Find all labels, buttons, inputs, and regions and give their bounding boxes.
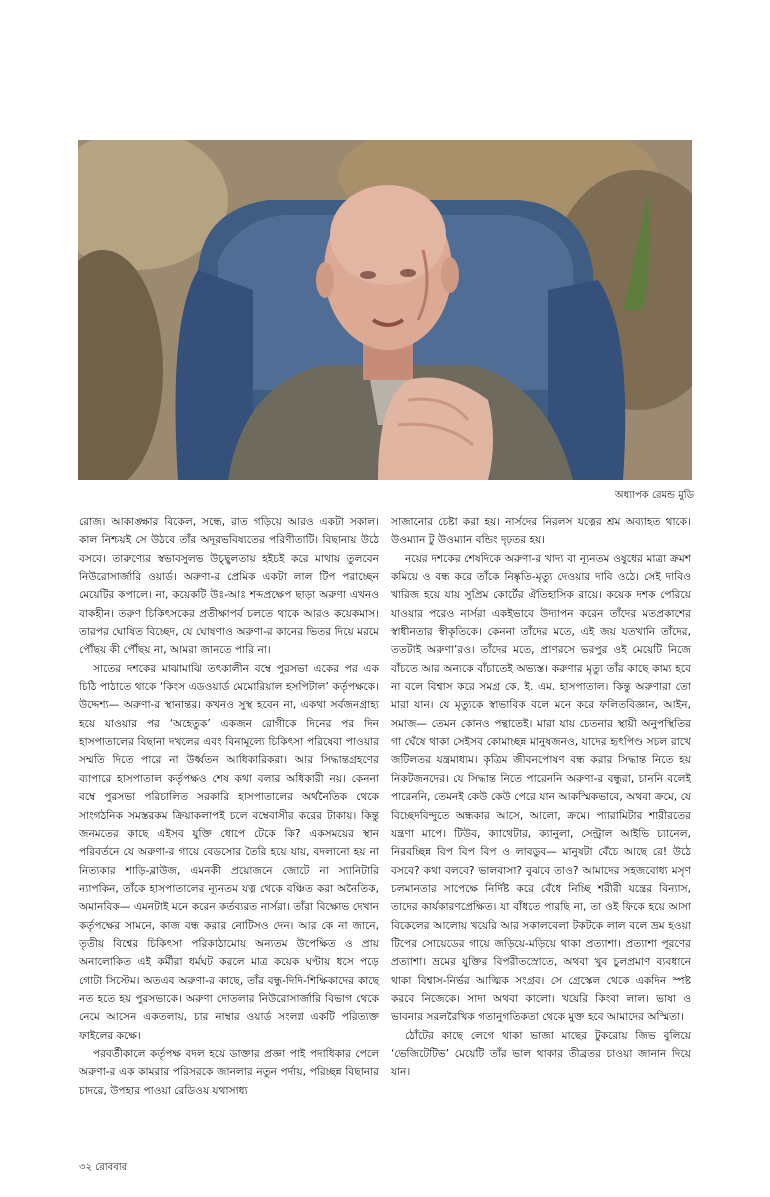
right-text-column bbox=[391, 513, 691, 1082]
portrait-photo bbox=[78, 140, 692, 480]
portrait-illustration bbox=[78, 140, 692, 480]
page-footer: ৩২ রোববার bbox=[79, 1162, 128, 1173]
paragraph: সাজানোর চেষ্টা করা হয়। নার্সদের নিরলস যত্নের শ্রম অব্যাহত থাকে। উওম্যান টু উওম্যান বন্ডিং দৃঢ়তর হয়। bbox=[391, 516, 691, 547]
paragraph: পরবর্তীকালে কর্তৃপক্ষ বদল হয়ে ডাক্তার প্রজ্ঞা পাই পদাধিকার পেলে অরুণা-র এক কামরার পরিসরকে জানলার নতুন পর্দায়, পরিচ্ছন্ন বিছানার চাদরে, উপহার পাওয়া রেডিওয় যথাসাধ্য bbox=[79, 1047, 379, 1097]
paragraph: নয়ের দশকের শেষদিকে অরুণা-র খাদ্য বা ন্যূনতম ওষুধের মাত্রা ক্রমশ কমিয়ে ও বন্ধ করে তাঁকে নিষ্কৃতি-মৃত্যু দেওয়ার দাবি ওঠে। সেই দাবিও খারিজ হয়ে যায় সুপ্রিম কোর্টের ঐতিহাসিক রায়ে। কয়েক দশক পেরিয়ে যাওয়ার পরেও নার্সরা একইভাবে উদ্যাপন করেন তাঁদের মতপ্রকাশের স্বাধীনতার স্বীকৃতিকে। কেননা তাঁদের মতে, এই জয় যতখানি তাঁদের, ততটাই অরুণা’রও। তাঁদের মতে, প্রাণরসে ভরপুর ওই মেয়েটি নিজে বাঁচতে আর অন্যকে বাঁচাতেই অভ্যস্ত। করুণার মৃত্যু তাঁর কাছে কাম্য হবে না বলে বিশ্বাস করে সমগ্র কে. ই. এম. হাসপাতাল। কিন্তু অরুণারা তো মারা যান। যে মৃত্যুকে স্বাভাবিক বলে মনে করে ফলিতবিজ্ঞান, আইন, সমাজ— তেমন কোনও পন্থাতেই। মারা যায় চেতনার স্থায়ী অনুপস্থিতির গা ঘেঁষে থাকা সেইসব কোমাচ্ছন্ন মানুষজনও, যাদের হৃৎপিণ্ড সচল রাখে জটিলতর যন্ত্রমাধ্যম। কৃত্রিম জীবনপোষণ বন্ধ করার সিদ্ধান্ত নিতে হয় নিকটজনদের। যে সিদ্ধান্ত নিতে পারেননি অরুণা-র বন্ধুরা, চাননি বলেই পারেননি, তেমনই কেউ কেউ পেরে যান আকস্মিকভাবে, অথবা ক্রমে, যে বিচ্ছেদবিন্দুতে অন্ধকার আসে, আলো, ক্রমে। প্যারামিটার শারীরতের যন্ত্রণা মাপে। টিউব, ক্যাথেটার, ক্যানুলা, সেন্ট্রাল আইভি চ্যানেল, নিরবচ্ছিন্ন বিপ বিপ বিপ ও লাবডুব— মানুষটা বেঁচে আছে রে! উঠে বসবে? কথা বলবে? ভালবাসা? বুঝবে তাও? আমাদের সহজবোধ্য মসৃণ চলমানতার সাপেক্ষে নির্দিষ্ট করে বেঁধে নিচ্ছি শরীরী যন্ত্রের বিন্যাস, তাদের কার্যকারণপ্রেক্ষিত। যা বাঁধতে পারছি না, তা ওই ফিকে হয়ে আসা বিকেলের আলোয় খয়েরি আর সকালবেলা টকটকে লাল বলে ভ্রম হওয়া টিপের সোয়েডের গায়ে জড়িয়ে-মড়িয়ে থাকা প্রত্যাশা। প্রত্যাশা পূরণের প্রত্যাশা। ভ্রমের যুক্তির বিপরীতস্রোতে, অথবা খুব চুলপ্রমাণ ব্যবধানে থাকা বিশ্বাস-নির্ভর আত্মিক সংগ্রব। সে গ্রেস্কেল থেকে একদিন স্পষ্ট করবে নিজেকে। সাদা অথবা কালো। খয়েরি কিংবা লাল। ভাষা ও ভাবনার সরলরৈখিক গতানুগতিকতা থেকে মুক্ত হবে আমাদের অস্মিতা। bbox=[391, 552, 691, 1024]
photo-caption: অধ্যাপক রেমন্ড মুডি bbox=[614, 490, 694, 501]
paragraph: সাতের দশকের মাঝামাঝি তৎকালীন বম্বে পুরসভা একের পর এক চিঠি পাঠাতে থাকে ‘কিংস এডওয়ার্ড মেমোরিয়াল হসপিটাল’ কর্তৃপক্ষকে। উদ্দেশ্য— অরুণা-র স্থানান্তর। কখনও সুস্থ হবেন না, একথা সর্বজনগ্রাহ্য হয়ে যাওয়ার পর ‘অহেতুক’ একজন রোগীকে দিনের পর দিন হাসপাতালের বিছানা দখলের এবং বিনামূল্যে চিকিৎসা পরিষেবা পাওয়ার সম্মতি দিতে পারে না উর্ধ্বতন আধিকারিকরা। আর সিদ্ধান্তগ্রহণের ব্যাপারে হাসপাতাল কর্তৃপক্ষও শেষ কথা বলার অধিকারী নয়। কেননা বম্বে পুরসভা পরিচালিত সরকারি হাসপাতালের অর্থনৈতিক থেকে সাংগঠনিক সমস্তরকম ক্রিয়াকলাপই চলে বম্বেবাসীর করের টাকায়। কিন্তু জনমতের কাছে এইসব যুক্তি ধোপে টেকে কি? একসময়ের স্থান পরিবর্তনে যে অরুণা-র গায়ে বেডসোর তৈরি হয়ে যায়, বদলানো হয় না নিত্যকার শাড়ি-ব্লাউজ, এমনকী প্রয়োজনে জোটে না স্যানিটারি ন্যাপকিন, তাঁকে হাসপাতালের ন্যূনতম যত্ন থেকে বঞ্চিত করা অনৈতিক, অমানবিক— এমনটাই মনে করেন কর্তব্যরত নার্সরা। তাঁরা বিক্ষোভ দেখান কর্তৃপক্ষের সামনে, কাজ বন্ধ করার নোটিসও দেন। আর কে না জানে, তৃতীয় বিশ্বের চিকিৎসা পরিকাঠামোয় অন্যতম উপেক্ষিত ও প্রায় অনালোকিত এই কর্মীরা ধর্মঘট করলে মাত্র কয়েক ঘণ্টায় ধসে পড়ে গোটা সিস্টেম। অতএব অরুণা-র কাছে, তাঁর বন্ধু-দিদি-শিক্ষিকাদের কাছে নত হতে হয় পুরসভাকে। অরুণা দোতলার নিউরোসার্জারি বিভাগ থেকে নেমে আসেন একতলায়, চার নাম্বার ওয়ার্ড সংলগ্ন একটি পরিত্যক্ত ফাইলের কক্ষে। bbox=[79, 662, 379, 1042]
left-text-column bbox=[79, 513, 379, 1100]
paragraph: রোজ। আকাঙ্ক্ষার বিকেল, সন্ধে, রাত গড়িয়ে আরও একটা সকাল। কাল নিশ্চয়ই সে উঠবে তাঁর অদূরভবিষ্যতের পরিণীতাটি। বিছানায় উঠে বসবে। তারুণ্যের স্বভাবসুলভ উচ্ছ্বলতায় হইচই করে মাথায় তুলবেন নিউরোসার্জারি ওয়ার্ড। অরুণা-র প্রেমিক একটা লাল টিপ পরাচ্ছেন মেয়েটির কপালে। না, কয়েকটি উঃ-আঃ শব্দপ্রক্ষেপ ছাড়া অরুণা এখনও বাকহীন। তরুণ চিকিৎসকের প্রতীক্ষাপর্ব চলতে থাকে আরও কয়েকমাস। তারপর ঘোষিত বিচ্ছেদ, যে ঘোষণাও অরুণা-র কানের ভিতর দিয়ে মরমে পৌঁছয় কী পৌঁছয় না, আমরা জানতে পারি না। bbox=[79, 516, 379, 657]
paragraph: ঠোঁটের কাছে লেগে থাকা ভাজা মাছের টুকরোয় জিভ বুলিয়ে ‘ভেজিটেটিভ’ মেয়েটি তাঁর ভাল থাকার তীব্রতর চাওয়া জানান দিয়ে যান। bbox=[391, 1029, 691, 1079]
